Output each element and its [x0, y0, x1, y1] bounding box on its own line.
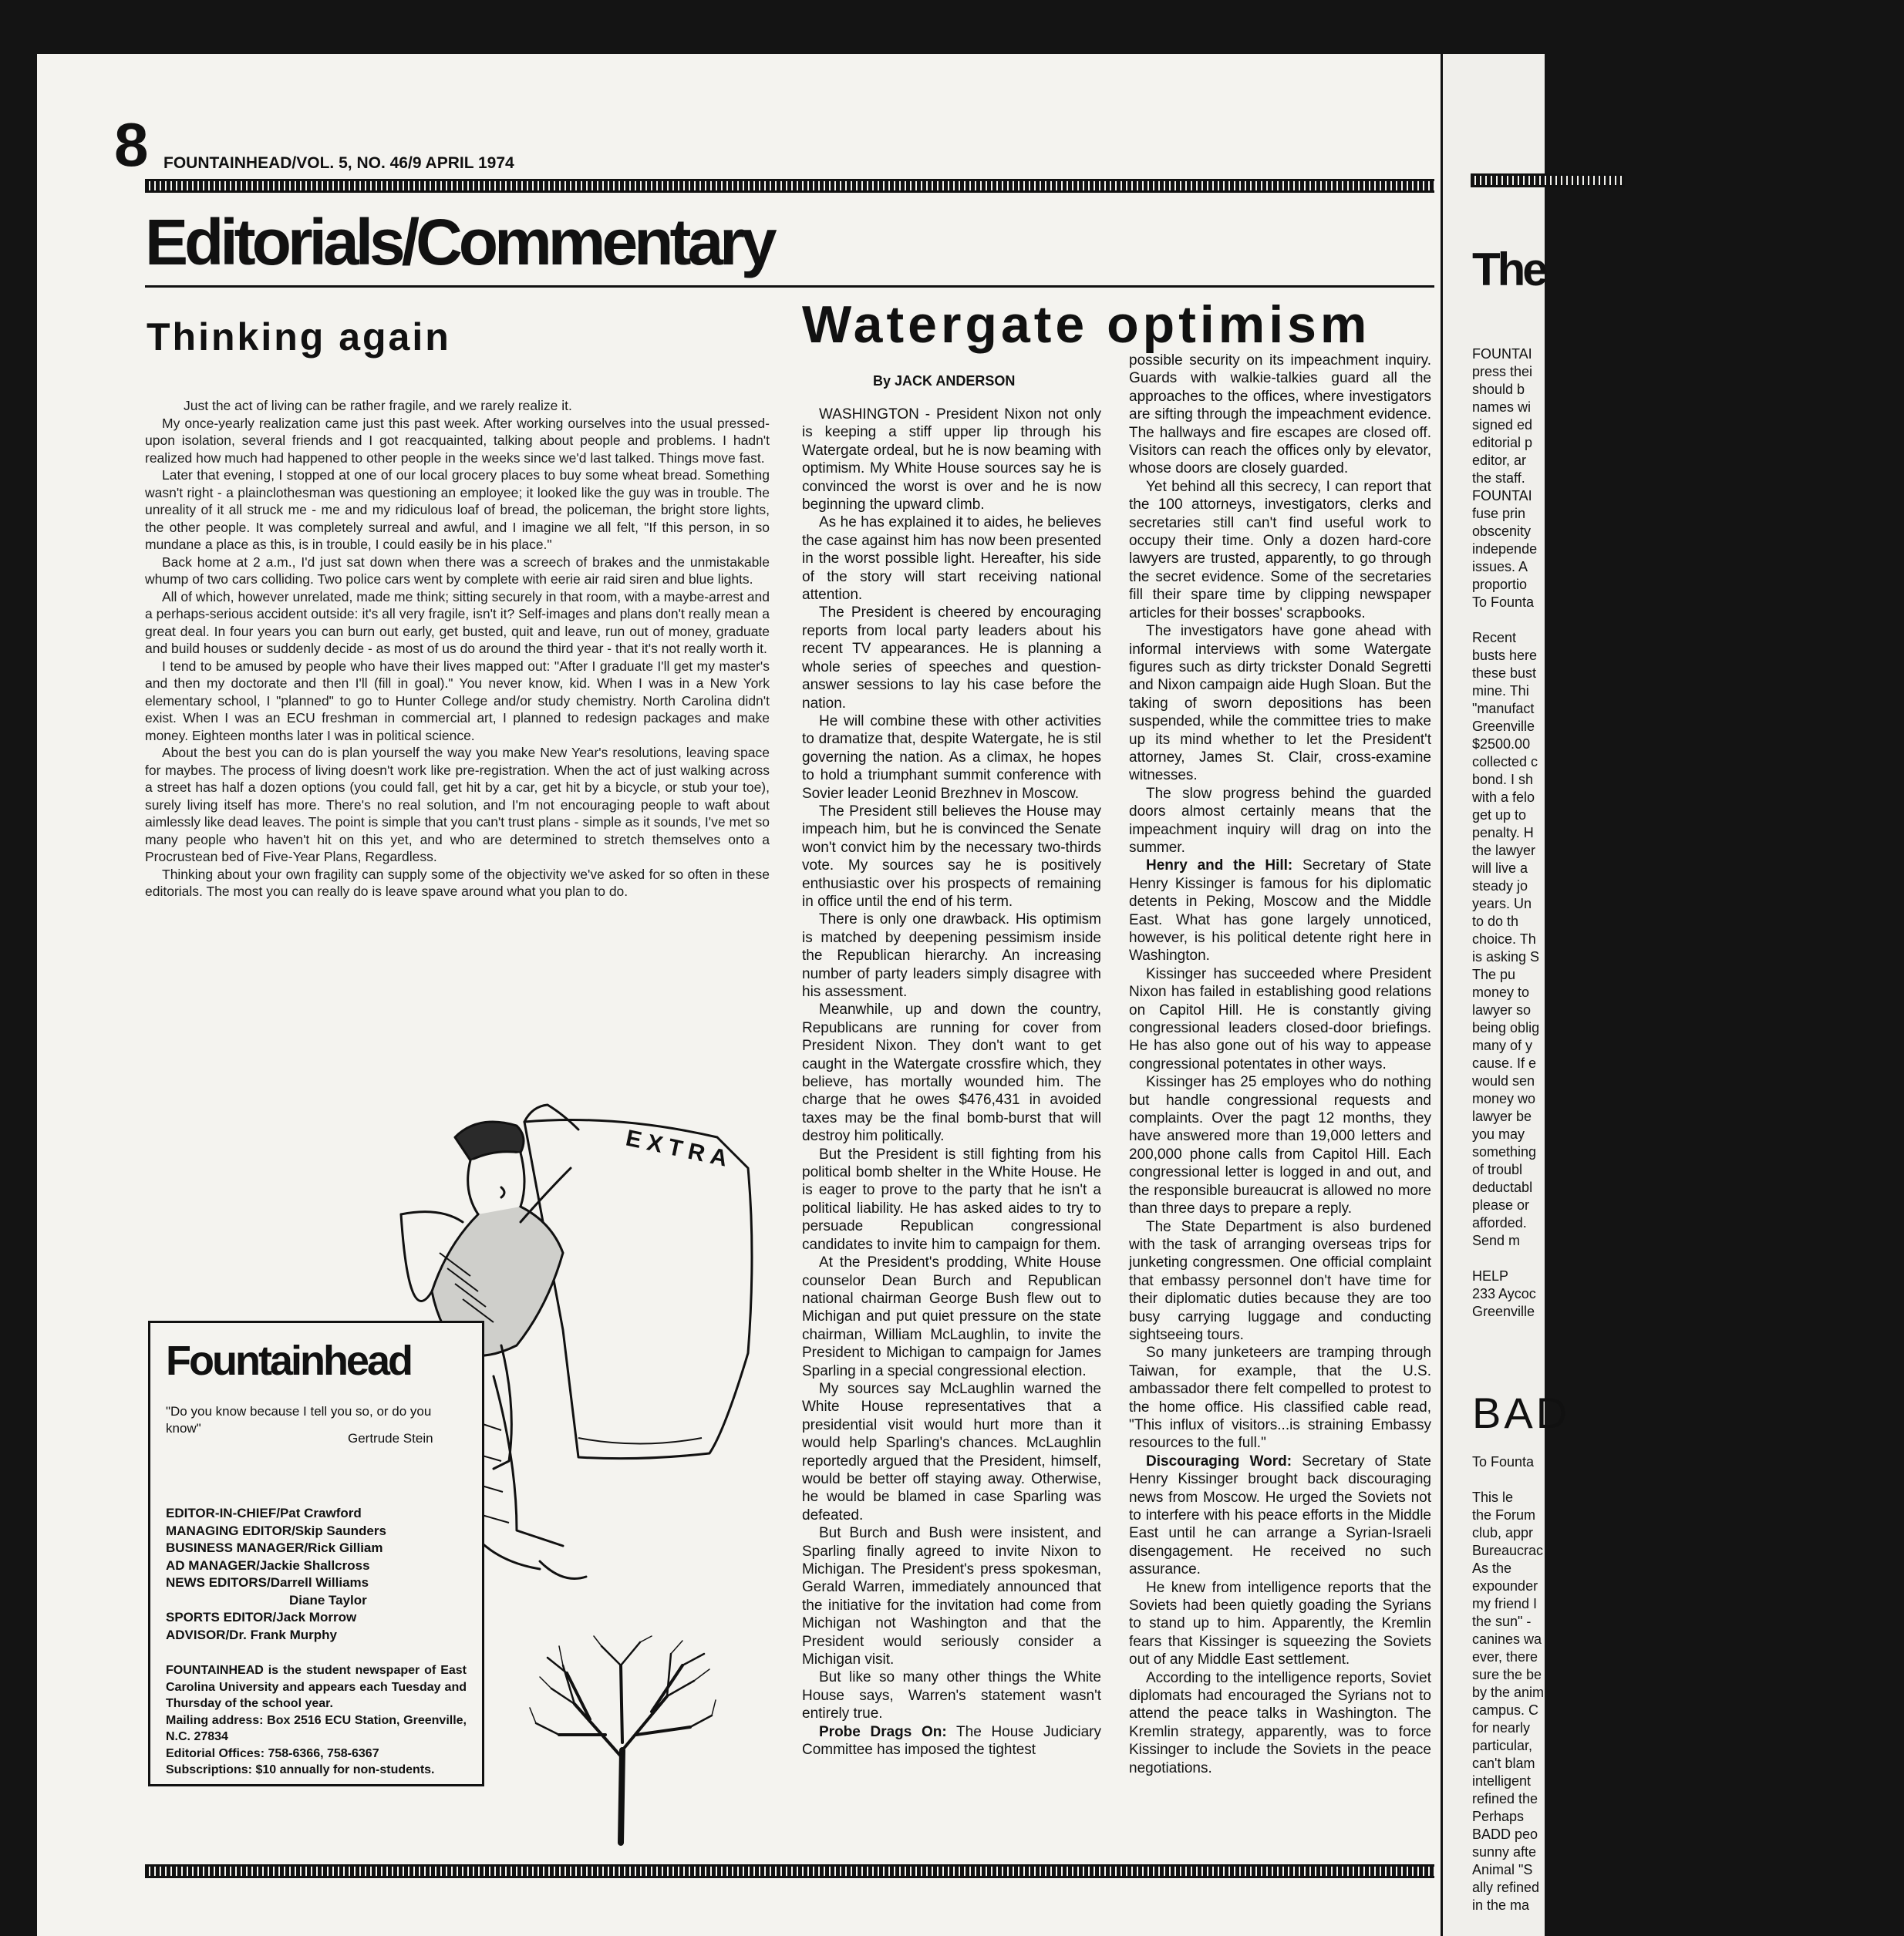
- adjacent-page-heading: BAD: [1472, 1389, 1571, 1437]
- extra-banner-text: EXTRA: [623, 1125, 736, 1173]
- adjacent-page-title: The: [1472, 244, 1545, 295]
- column-byline: By JACK ANDERSON: [873, 373, 1016, 389]
- staff-line: AD MANAGER/Jackie Shallcross: [166, 1557, 370, 1573]
- column-paragraph: The President still believes the House may impeach him, but he is convinced the Senate won't convict him by the necessary two-thirds vote. My sources say he is positively enthusiastic over his prospects of remaining in office until the end of his term.: [802, 803, 1101, 910]
- editorial-paragraph: Just the act of living can be rather fragile, and we rarely realize it.: [184, 398, 572, 413]
- column-paragraph: The President is cheered by encouraging reports from local party leaders about his recent TV appearances. He is planning a whole series of speeches and question-answer sessions to lay his case before the nation.: [802, 604, 1101, 712]
- editorial-paragraph: My once-yearly realization came just this past week. After working ourselves into the usual pressed-upon isolation, several friends and I got reacquainted, talking about people and problems. I hadn't realized how much had happened to other people in the weeks since we'd last talked. Things move fast.: [145, 415, 770, 466]
- column-paragraph: Kissinger has 25 employes who do nothing but handle congressional requests and complaints. Over the pagt 12 months, they have answered more than 19,000 letters and 200,000 phone calls from Capitol Hill. Each congressional letter is logged in and out, and the responsible bureaucrat is allowed no more than three days to prepare a reply.: [1129, 1074, 1431, 1217]
- column-paragraph: He knew from intelligence reports that the Soviets had been quietly goading the Syrians to stand up to him. Apparently, the Kremlin fears that Kissinger is squeezing the Soviets out of any Middle East settlement.: [1129, 1579, 1431, 1668]
- column-paragraph: WASHINGTON - President Nixon not only is keeping a stiff upper lip through his Watergate ordeal, but he is now beaming with optimism. My White House sources say he is convinced the worst is over and he is now beginning the upward climb.: [802, 406, 1101, 513]
- column-paragraph: Kissinger has succeeded where President Nixon has failed in establishing good relations on Capitol Hill. He is constantly giving congressional leaders closed-door briefings. He has also gone out of his way to appease congressional potentates in other ways.: [1129, 965, 1431, 1072]
- column-paragraph: So many junketeers are tramping through Taiwan, for example, that the U.S. ambassador there felt compelled to protest to the home office. His classified cable read, "This influx of visitors...is straining Embassy resources to the full.": [1129, 1345, 1431, 1452]
- editorial-title: Thinking again: [147, 315, 451, 359]
- info-line: Subscriptions: $10 annually for non-students.: [166, 1763, 435, 1776]
- adjacent-page-text-lower: To Founta This le the Forum club, appr Bureaucrac As the expounder my friend I the sun" - canines wa ever, there sure the be by the anim campus. C for nearly particular, can't blam intelligent refined the Perhaps BADD peo sunny afte Animal "S ally refined in the ma: [1472, 1454, 1545, 1913]
- editorial-paragraph: All of which, however unrelated, made me think; sitting securely in that room, with a maybe-arrest and a perhaps-serious accident outside: it's all very fragile, isn't it? Self-images and plans don't really mean a great deal. In four years you can burn out early, get busted, quit and leave, run out of money, graduate and build houses or suddenly decide - as most of us do around the third year - that it's not really worth it.: [145, 588, 770, 656]
- staff-line: SPORTS EDITOR/Jack Morrow: [166, 1610, 357, 1625]
- column-paragraph: At the President's prodding, White House counselor Dean Burch and Republican national chairman George Bush flew out to Michigan and put quiet pressure on the state chairman, William McLaughlin, to invite the President to Michigan to campaign for James Sparling in a special congressional election.: [802, 1254, 1101, 1379]
- column-text-right: [1129, 352, 1431, 1777]
- column-paragraph: [1129, 857, 1431, 965]
- column-paragraph: Meanwhile, up and down the country, Republicans are running for cover from President Nixon. They don't want to get caught in the Watergate crossfire which, they believe, has mortally wounded him. The charge that he owes $476,431 in avoided taxes may be the final bomb-burst that will destroy him politically.: [802, 1002, 1101, 1145]
- subhead: Probe Drags On:: [819, 1723, 947, 1740]
- column-paragraph: There is only one drawback. His optimism is matched by deepening pessimism inside the Republican hierarchy. An increasing number of party leaders simply disagree with his assessment.: [802, 911, 1101, 1000]
- editorial-body: [145, 397, 770, 901]
- column-paragraph: According to the intelligence reports, Soviet diplomats had encouraged the Syrians not to attend the peace talks in Washington. The Kremlin strategy, apparently, was to force Kissinger to include the Soviets in the peace negotiations.: [1129, 1669, 1431, 1776]
- page-number: 8: [114, 110, 149, 179]
- column-paragraph: He will combine these with other activities to dramatize that, despite Watergate, he is stil governing the nation. As a climax, he hopes to hold a triumphant summit conference with Sovier leader Leonid Brezhnev in Moscow.: [802, 712, 1101, 802]
- column-paragraph: possible security on its impeachment inquiry. Guards with walkie-talkies guard all the approaches to the offices, where investigators are sifting through the impeachment evidence. The hallways and fire escapes are closed off. Visitors can reach the offices only by elevator, whose doors are closely guarded.: [1129, 352, 1431, 477]
- staff-line: EDITOR-IN-CHIEF/Pat Crawford: [166, 1506, 362, 1520]
- section-title: Editorials/Commentary: [145, 206, 773, 278]
- editorial-paragraph: Back home at 2 a.m., I'd just sat down when there was a screech of brakes and the unmistakable whump of two cars colliding. Two police cars went by complete with eerie air raid siren and blue lights.: [145, 554, 770, 587]
- column-paragraph: As he has explained it to aides, he believes the case against him has now been presented in the worst possible light. Hereafter, his side of the story will start receiving national attention.: [802, 514, 1101, 604]
- column-paragraph: Yet behind all this secrecy, I can report that the 100 attorneys, investigators, clerks and secretaries still can't find useful work to occupy their time. Only a dozen hard-core lawyers are trusted, apparently, to go through the secret evidence. Some of the secretaries fill their spare time by clipping newspaper articles for their bosses' scrapbooks.: [1129, 478, 1431, 621]
- masthead-logo: Fountainhead: [166, 1338, 411, 1384]
- editorial-paragraph: About the best you can do is plan yourself the way you make New Year's resolutions, leaving space for maybes. The process of living doesn't work like pre-registration. When the act of just walking across a street has half a dozen options (you could fall, get hit by a car, get hit by a bicycle, or stub your toe), surely living itself has more. There's no real solution, and I'm not encouraging people to waft about aimlessly like dead leaves. The point is simple that you can't trust plans - simple as it sounds, I've met so many people who haven't hit on this yet, and who are determined to stretch themselves onto a Procrustean bed of Five-Year Plans, Regardless.: [145, 745, 770, 864]
- staff-line: ADVISOR/Dr. Frank Murphy: [166, 1627, 337, 1642]
- info-line: FOUNTAINHEAD is the student newspaper of East Carolina University and appears each Tuesday and Thursday of the school year.: [166, 1664, 467, 1710]
- editorial-paragraph: Later that evening, I stopped at one of our local grocery places to buy some wheat bread. Something wasn't right - a plainclothesman was questioning an employee; it looked like the guy was in trouble. The unreality of it all struck me - me and my ridiculous loaf of bread, the policeman, the bright store lights, the other people. It was completely surreal and awful, and I imagine we all felt, "If this person, in so mundane a place as this, is in trouble, I could easily be in his place.": [145, 467, 770, 552]
- column-title: Watergate optimism: [802, 295, 1371, 354]
- info-line: Mailing address: Box 2516 ECU Station, Greenville, N.C. 27834: [166, 1713, 467, 1743]
- column-text: The House Judiciary Committee has imposed the tightest: [802, 1723, 1101, 1759]
- column-text-left: [802, 406, 1101, 1759]
- column-paragraph: But Burch and Bush were insistent, and Sparling finally agreed to invite Nixon to Michigan. The President's press spokesman, Gerald Warren, immediately announced that the initiative for the invitation had come from Michigan not Washington and that the President would seriously consider a Michigan visit.: [802, 1525, 1101, 1668]
- adjacent-page-fragment: [1441, 54, 1571, 1936]
- info-line: Editorial Offices: 758-6366, 758-6367: [166, 1746, 379, 1760]
- staff-line: Diane Taylor: [289, 1592, 367, 1608]
- column-paragraph: The slow progress behind the guarded doors almost certainly means that the impeachment inquiry will drag on into the summer.: [1129, 785, 1431, 856]
- editorial-paragraph: Thinking about your own fragility can supply some of the objectivity we've asked for so often in these editorials. The most you can really do is leave spave around what you plan to do.: [145, 866, 770, 899]
- editorial-paragraph: I tend to be amused by people who have their lives mapped out: "After I graduate I'll get my master's and then my doctorate and then I'll (fill in goal)." You never know, kid. When I was in a New York elementary school, I "planned" to go to Hunter College and/or study chemistry. North Carolina didn't exist. When I was an ECU freshman in commercial art, I planned to redesign packages and make money. Eighteen months later I was in political science.: [145, 658, 770, 743]
- masthead-box: [148, 1321, 484, 1786]
- column-paragraph: The State Department is also burdened with the task of arranging overseas trips for junketing congressmen. One official complaint that embassy personnel don't have time for their diplomatic duties because they are too busy carrying luggage and conducting sightseeing tours.: [1129, 1218, 1431, 1343]
- column-paragraph: My sources say McLaughlin warned the White House representatives that a presidential visit would hurt more than it would help Sparling's chances. McLaughlin reportedly argued that the President, himself, would be better off staying away. Otherwise, he would be blamed in case Sparling was defeated.: [802, 1380, 1101, 1524]
- adjacent-page-text: FOUNTAI press thei should b names wi signed ed editorial p editor, ar the staff. FOUNTAI fuse prin obscenity independe issues. A proportio To Founta Recent busts here these bust mine. Thi "manufact Greenville $2500.00 collected c bond. I sh with a felo get up to penalty. H the lawyer will live a steady jo years. Un to do th choice. Th is asking S The pu money to lawyer so being oblig many of y cause. If e would sen money wo lawyer be you may something of troubl deductabl please or afforded. Send m HELP 233 Aycoc Greenville: [1472, 346, 1540, 1319]
- staff-line: MANAGING EDITOR/Skip Saunders: [166, 1523, 386, 1538]
- top-wavy-rule: [145, 179, 1434, 193]
- column-paragraph: [802, 1723, 1101, 1759]
- column-text: Secretary of State Henry Kissinger is famous for his diplomatic detents in Peking, Moscow and the Middle East. What has gone largely unnoticed, however, is his political detente right here in Washington.: [1129, 857, 1432, 965]
- masthead-quote: "Do you know because I tell you so, or do you know": [166, 1404, 432, 1436]
- bottom-wavy-rule: [145, 1864, 1434, 1878]
- masthead-quote-author: Gertrude Stein: [348, 1431, 433, 1446]
- folio-line: FOUNTAINHEAD/VOL. 5, NO. 46/9 APRIL 1974: [163, 154, 514, 172]
- staff-line: BUSINESS MANAGER/Rick Gilliam: [166, 1540, 383, 1555]
- column-paragraph: [1129, 1453, 1431, 1579]
- column-text: Secretary of State Henry Kissinger brought back discouraging news from Moscow. He urged the Soviets not to interfere with his peace efforts in the Middle East until he can arrange a Syrian-Israeli disengagement. He received no such assurance.: [1129, 1453, 1431, 1578]
- section-rule: [145, 285, 1434, 288]
- publication-info: [166, 1662, 467, 1779]
- column-paragraph: The investigators have gone ahead with informal interviews with some Watergate figures such as dirty trickster Donald Segretti and Nixon campaign aide Hugh Sloan. But the taking of sworn depositions has been suspended, while the committee tries to make up its mind whether to let the President't attorney, James St. Clair, cross-examine witnesses.: [1129, 623, 1431, 784]
- staff-list: [166, 1505, 386, 1644]
- adjacent-wavy-rule: [1471, 173, 1625, 187]
- subhead: Discouraging Word:: [1146, 1453, 1292, 1470]
- tree-illustration: [528, 1635, 717, 1843]
- column-paragraph: But like so many other things the White House says, Warren's statement wasn't entirely true.: [802, 1669, 1101, 1722]
- subhead: Henry and the Hill:: [1146, 857, 1293, 874]
- column-paragraph: But the President is still fighting from his political bomb shelter in the White House. He is eager to prove to the party that he isn't a political liability. He has asked aides to try to persuade Republican congressional candidates to invite him to campaign for them.: [802, 1146, 1101, 1253]
- staff-line: NEWS EDITORS/Darrell Williams: [166, 1575, 369, 1590]
